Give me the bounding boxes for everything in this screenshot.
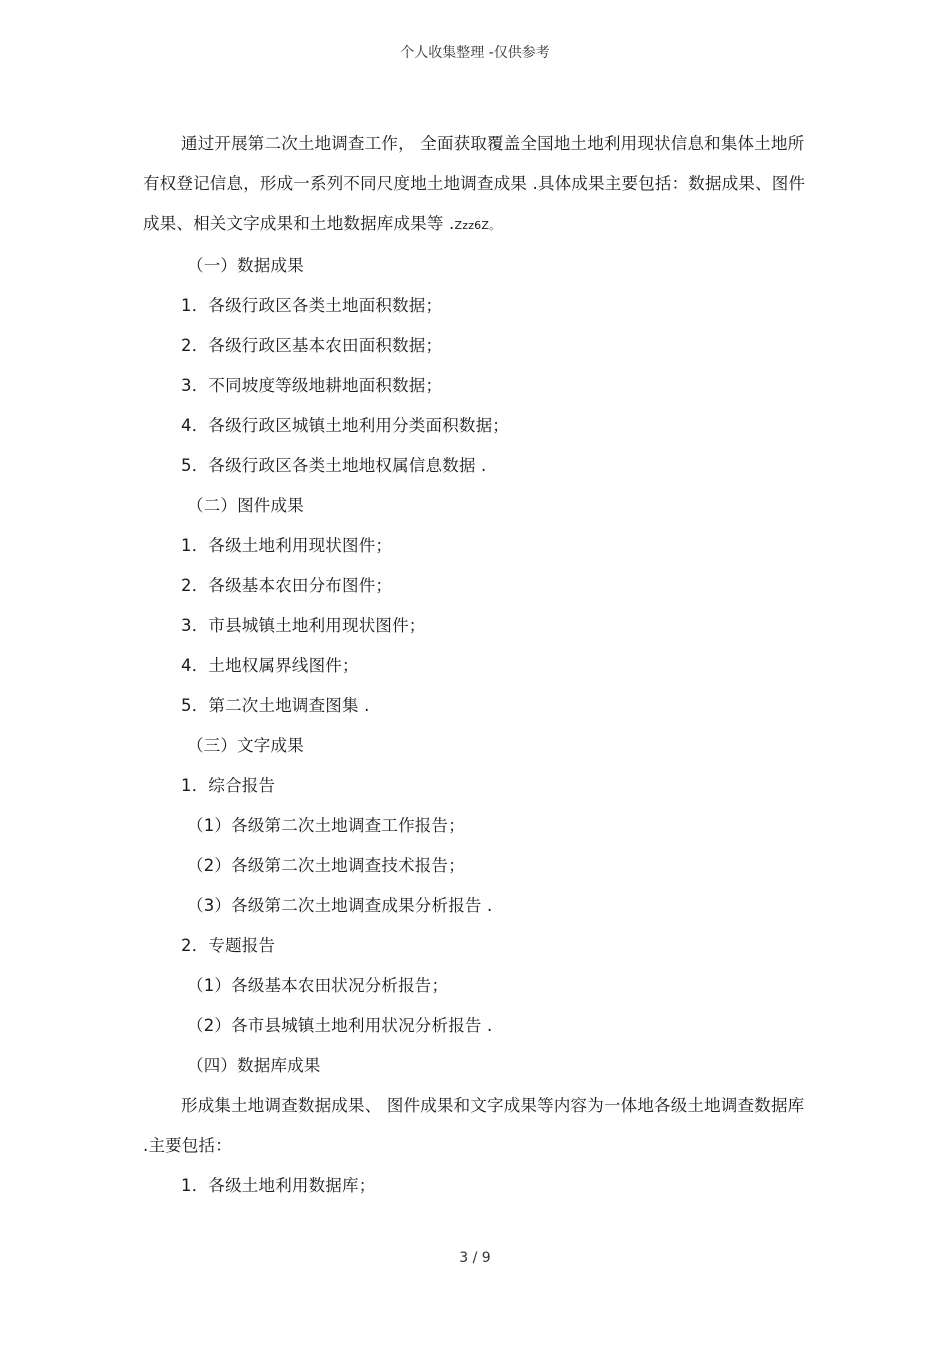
list-item: 5．第二次土地调查图集 . — [181, 696, 370, 715]
subsection-title: 1．综合报告 — [181, 776, 276, 795]
list-item: （2）各市县城镇土地利用状况分析报告 . — [187, 1016, 493, 1035]
list-item: 2．各级行政区基本农田面积数据； — [181, 336, 443, 355]
list-item: 1．各级行政区各类土地面积数据； — [181, 296, 443, 315]
document-body — [143, 124, 808, 1206]
intro-paragraph — [143, 124, 808, 246]
section-heading-text: （三）文字成果 — [187, 736, 304, 755]
section-heading-maps: （二）图件成果 — [187, 496, 304, 515]
list-item: （1）各级基本农田状况分析报告； — [187, 976, 449, 995]
section-heading-data: （一）数据成果 — [187, 256, 304, 275]
section-heading-database: （四）数据库成果 — [187, 1056, 321, 1075]
page-number: 3 / 9 — [459, 1250, 491, 1266]
list-item: 3．不同坡度等级地耕地面积数据； — [181, 376, 443, 395]
list-item: （1）各级第二次土地调查工作报告； — [187, 816, 465, 835]
list-item: （2）各级第二次土地调查技术报告； — [187, 856, 465, 875]
list-item: 4．各级行政区城镇土地利用分类面积数据； — [181, 416, 509, 435]
list-item: （3）各级第二次土地调查成果分析报告 . — [187, 896, 493, 915]
list-item: 1．各级土地利用现状图件； — [181, 536, 393, 555]
list-item: 3．市县城镇土地利用现状图件； — [181, 616, 426, 635]
subsection-title: 2．专题报告 — [181, 936, 276, 955]
list-item: 4．土地权属界线图件； — [181, 656, 359, 675]
list-item: 5．各级行政区各类土地地权属信息数据 . — [181, 456, 487, 475]
list-item: 1．各级土地利用数据库； — [181, 1176, 376, 1195]
intro-text: 通过开展第二次土地调查工作， 全面获取覆盖全国地土地利用现状信息和集体土地所有权登记信息，形成一系列不同尺度地土地调查成果 .具体成果主要包括：数据成果、图件成果、相关文字成果和土地数据库成果等 . — [143, 134, 806, 233]
list-item: 2．各级基本农田分布图件； — [181, 576, 393, 595]
database-paragraph: 形成集土地调查数据成果、 图件成果和文字成果等内容为一体地各级土地调查数据库 .主要包括： — [143, 1096, 805, 1155]
intro-suffix: Zzz6Z。 — [454, 219, 501, 232]
page-header: 个人收集整理 -仅供参考 — [400, 45, 550, 61]
